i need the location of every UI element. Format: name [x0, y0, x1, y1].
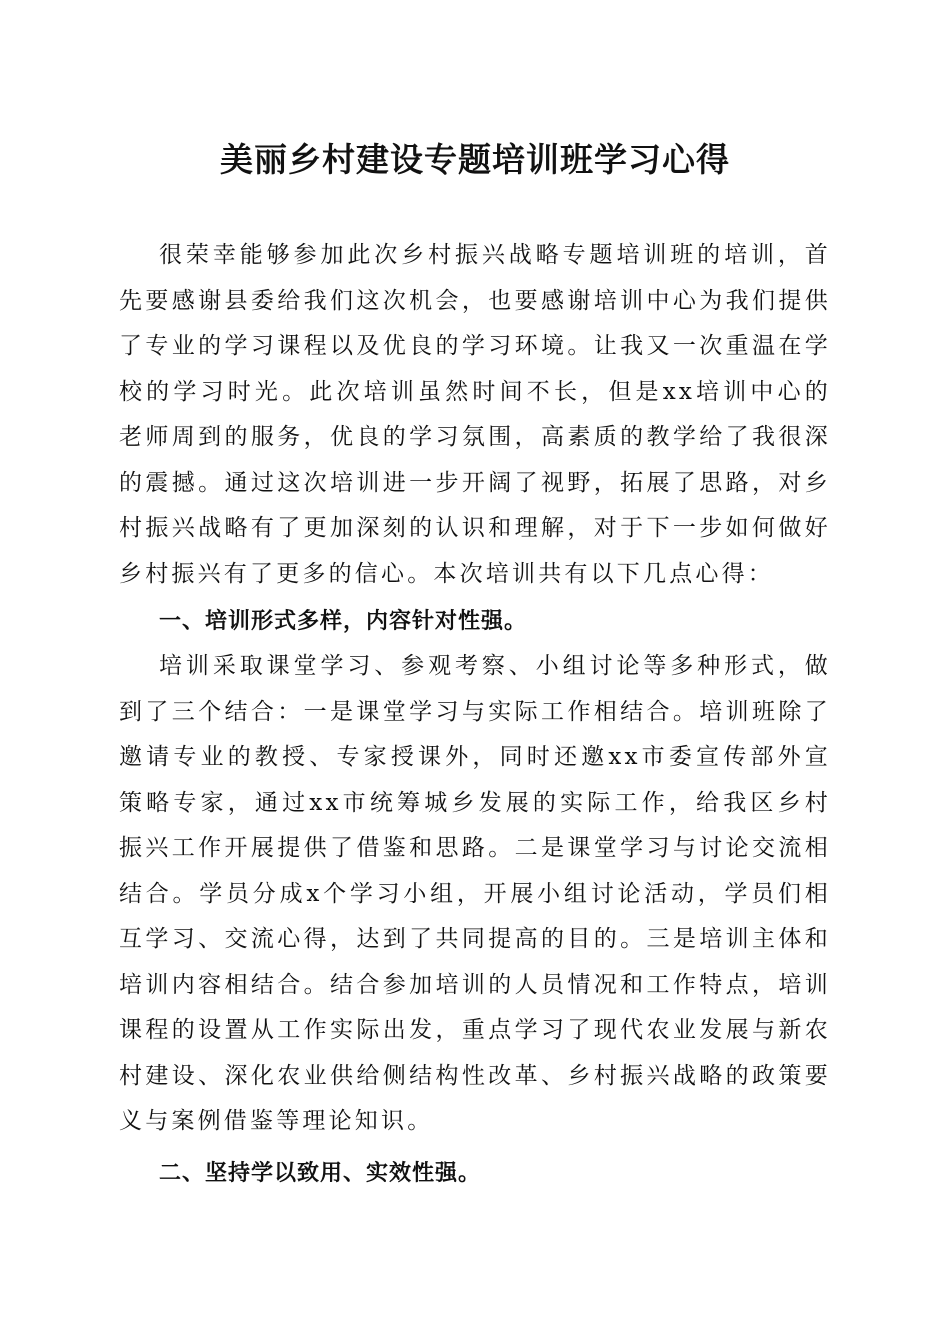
section-heading-1: 一、培训形式多样，内容针对性强。: [159, 609, 528, 634]
document-body: [119, 233, 831, 1196]
section-heading-2: 二、坚持学以致用、实效性强。: [159, 1160, 482, 1186]
section-1-paragraph: 培训采取课堂学习、参观考察、小组讨论等多种形式，做到了三个结合：一是课堂学习与实际工作相结合。培训班除了邀请专业的教授、专家授课外，同时还邀xx市委宣传部外宣策略专家，通过xx市统筹城乡发展的实际工作，给我区乡村振兴工作开展提供了借鉴和思路。二是课堂学习与讨论交流相结合。学员分成x个学习小组，开展小组讨论活动，学员们相互学习、交流心得，达到了共同提高的目的。三是培训主体和培训内容相结合。结合参加培训的人员情况和工作特点，培训课程的设置从工作实际出发，重点学习了现代农业发展与新农村建设、深化农业供给侧结构性改革、乡村振兴战略的政策要义与案例借鉴等理论知识。: [119, 653, 831, 1134]
document-title: 美丽乡村建设专题培训班学习心得: [220, 140, 730, 179]
intro-paragraph: 很荣幸能够参加此次乡村振兴战略专题培训班的培训，首先要感谢县委给我们这次机会，也要感谢培训中心为我们提供了专业的学习课程以及优良的学习环境。让我又一次重温在学校的学习时光。此次培训虽然时间不长，但是xx培训中心的老师周到的服务，优良的学习氛围，高素质的教学给了我很深的震撼。通过这次培训进一步开阔了视野，拓展了思路，对乡村振兴战略有了更加深刻的认识和理解，对于下一步如何做好乡村振兴有了更多的信心。本次培训共有以下几点心得：: [119, 242, 831, 587]
